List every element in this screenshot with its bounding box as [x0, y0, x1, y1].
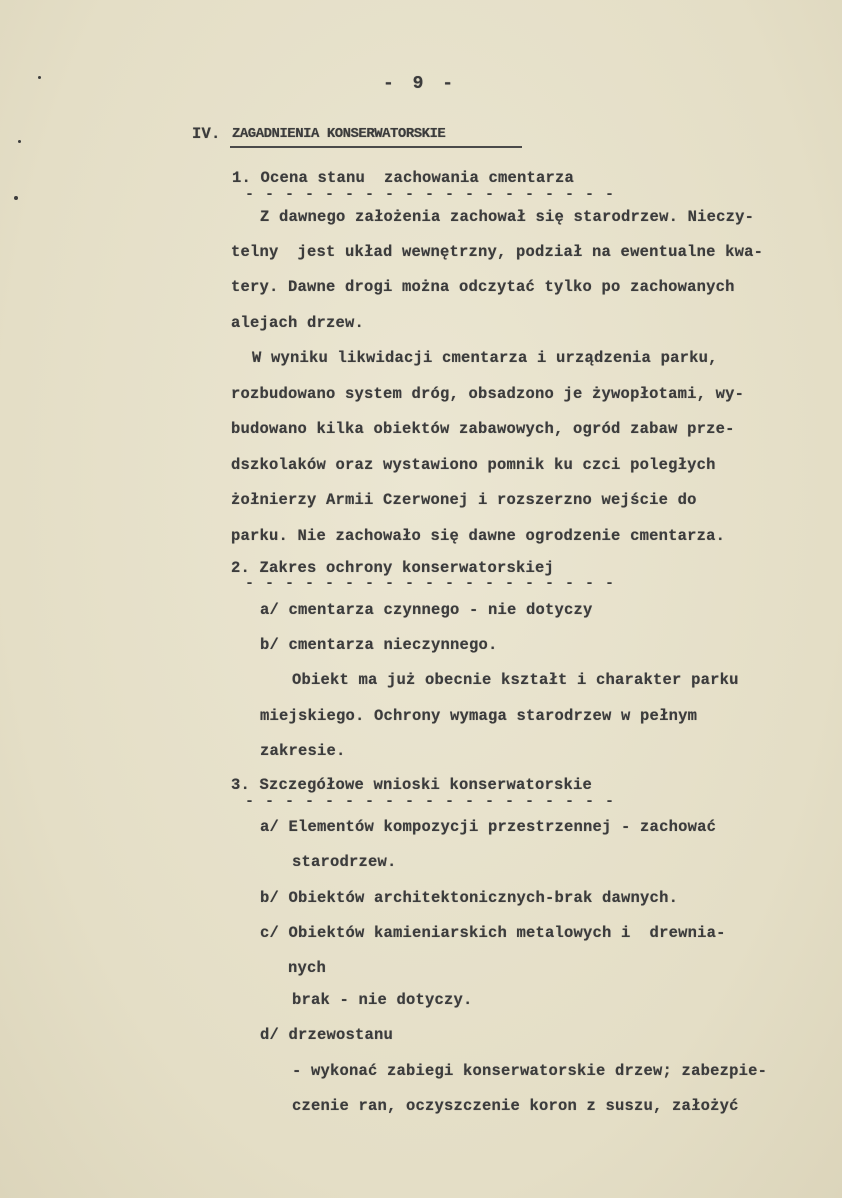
list-item: c/ Obiektów kamieniarskich metalowych i drewnia- — [260, 924, 726, 942]
paragraph-line: zakresie. — [260, 742, 346, 760]
section-title-underline — [230, 146, 522, 148]
paragraph-line: budowano kilka obiektów zabawowych, ogród zabaw prze- — [231, 420, 735, 438]
paragraph-line: Z dawnego założenia zachował się starodrzew. Nieczy- — [260, 208, 755, 226]
paragraph-line: tery. Dawne drogi można odczytać tylko po zachowanych — [231, 278, 735, 296]
subsection-3-underline: - - - - - - - - - - - - - - - - - - - — [245, 793, 616, 810]
list-item: a/ cmentarza czynnego - nie dotyczy — [260, 601, 593, 619]
paragraph-line: W wyniku likwidacji cmentarza i urządzenia parku, — [252, 349, 718, 367]
paragraph-line: starodrzew. — [292, 853, 397, 871]
section-title: ZAGADNIENIA KONSERWATORSKIE — [232, 126, 446, 142]
punch-hole-mark — [18, 140, 21, 143]
paragraph-line: żołnierzy Armii Czerwonej i rozszerzno wejście do — [231, 491, 697, 509]
section-number: IV. — [192, 125, 221, 143]
paragraph-line: nych — [288, 959, 327, 977]
subsection-1-heading: 1. Ocena stanu zachowania cmentarza — [232, 169, 575, 187]
list-item: b/ cmentarza nieczynnego. — [260, 636, 498, 654]
punch-hole-mark — [14, 196, 18, 200]
paragraph-line: parku. Nie zachowało się dawne ogrodzenie cmentarza. — [231, 527, 726, 545]
list-item: b/ Obiektów architektonicznych-brak dawnych. — [260, 889, 679, 907]
paragraph-line: Obiekt ma już obecnie kształt i charakter parku — [292, 671, 739, 689]
paragraph-line: czenie ran, oczyszczenie koron z suszu, założyć — [292, 1097, 739, 1115]
list-item: a/ Elementów kompozycji przestrzennej - zachować — [260, 818, 717, 836]
page-number: - 9 - — [383, 74, 458, 94]
paragraph-line: rozbudowano system dróg, obsadzono je żywopłotami, wy- — [231, 385, 745, 403]
punch-hole-mark — [38, 76, 41, 79]
subsection-2-underline: - - - - - - - - - - - - - - - - - - - — [245, 575, 616, 592]
paragraph-line: dszkolaków oraz wystawiono pomnik ku czci poległych — [231, 456, 716, 474]
paragraph-line: telny jest układ wewnętrzny, podział na ewentualne kwa- — [231, 243, 764, 261]
list-item: d/ drzewostanu — [260, 1026, 394, 1044]
subsection-3-heading: 3. Szczegółowe wnioski konserwatorskie — [231, 776, 593, 794]
paragraph-line: brak - nie dotyczy. — [292, 991, 473, 1009]
paragraph-line: miejskiego. Ochrony wymaga starodrzew w pełnym — [260, 707, 698, 725]
subsection-2-heading: 2. Zakres ochrony konserwatorskiej — [231, 559, 555, 577]
subsection-1-underline: - - - - - - - - - - - - - - - - - - - — [245, 186, 616, 203]
paragraph-line: - wykonać zabiegi konserwatorskie drzew; zabezpie- — [292, 1062, 768, 1080]
paragraph-line: alejach drzew. — [231, 314, 365, 332]
